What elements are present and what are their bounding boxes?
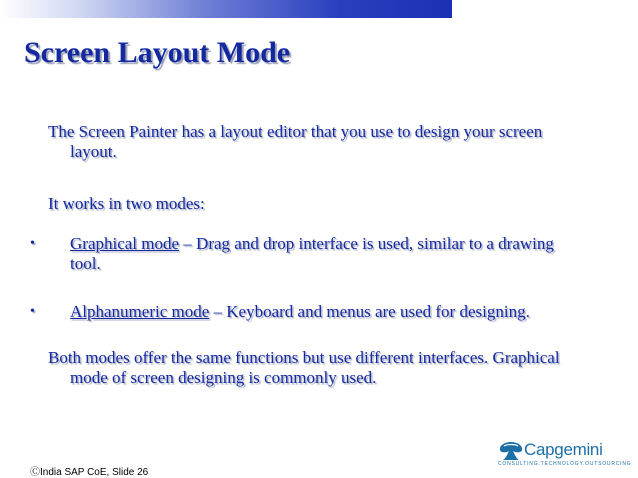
logo-tagline: CONSULTING.TECHNOLOGY.OUTSOURCING <box>498 461 632 467</box>
logo-wordmark: Capgemini <box>524 440 603 459</box>
bullet-alphanumeric-mode <box>30 302 530 322</box>
bullet-text: tool. <box>70 254 101 273</box>
alphanumeric-mode-term: Alphanumeric mode <box>70 302 210 321</box>
paragraph-both-modes <box>48 348 560 388</box>
graphical-mode-term: Graphical mode <box>70 234 180 253</box>
paragraph-line: The Screen Painter has a layout editor that you use to design your screen <box>48 122 543 141</box>
bullet-text: – Drag and drop interface is used, similar to a drawing <box>179 234 554 253</box>
capgemini-logo <box>498 440 632 470</box>
paragraph-line: Both modes offer the same functions but use different interfaces. Graphical <box>48 348 560 367</box>
bullet-graphical-mode <box>30 234 554 274</box>
paragraph-line: mode of screen designing is commonly used. <box>70 368 377 387</box>
bullet-icon: • <box>30 304 35 319</box>
slide-title: Screen Layout Mode <box>24 36 291 69</box>
spade-logo-icon <box>498 440 524 462</box>
bullet-icon: • <box>30 236 35 251</box>
paragraph-layout-editor <box>48 122 542 162</box>
bullet-text: – Keyboard and menus are used for designing. <box>209 302 530 321</box>
paragraph-line: layout. <box>70 142 117 161</box>
slide-footer: ⒸIndia SAP CoE, Slide 26 <box>30 467 149 478</box>
header-gradient-bar <box>0 0 452 18</box>
paragraph-two-modes: It works in two modes: <box>48 194 205 213</box>
